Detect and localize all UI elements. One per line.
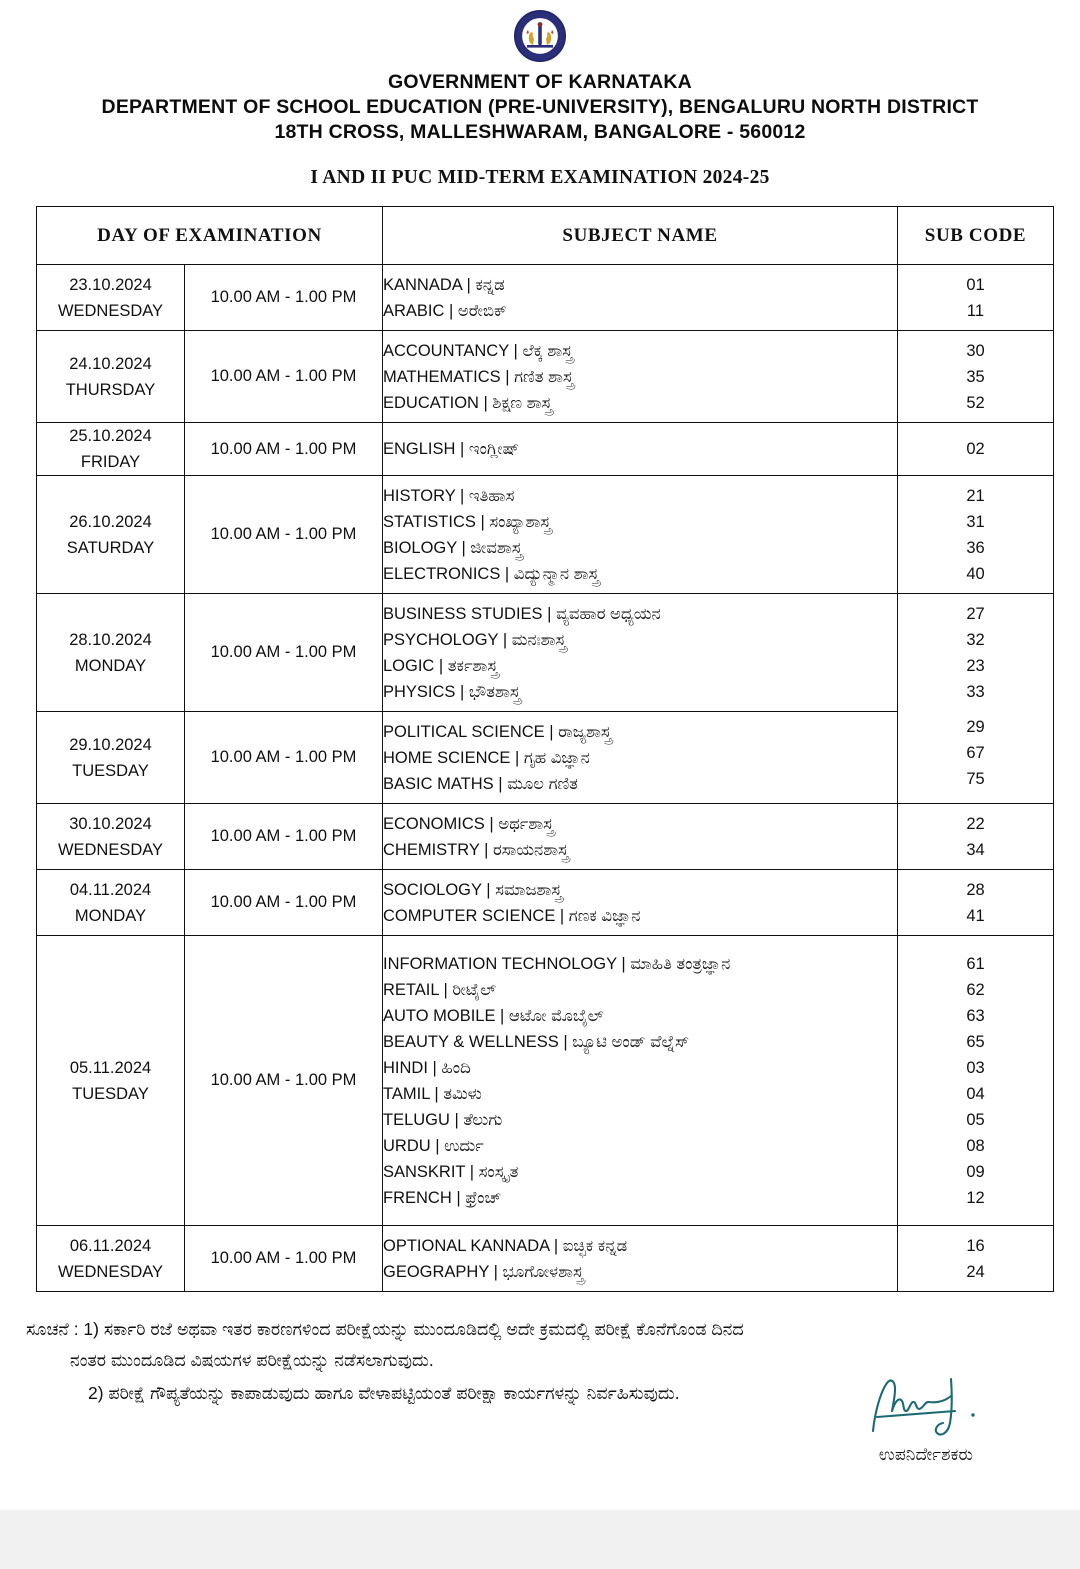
subject-name: CHEMISTRY | ರಸಾಯನಶಾಸ್ತ್ರ	[383, 840, 569, 859]
subject-code: 67	[966, 743, 985, 762]
cell-subject-codes	[898, 870, 1054, 936]
exam-schedule-table-container	[36, 206, 1053, 1292]
exam-date: 06.11.2024	[69, 1236, 152, 1255]
subject-code: 28	[966, 880, 985, 899]
subject-name: BEAUTY & WELLNESS | ಬ್ಯೂಟಿ ಅಂಡ್ ವೆಲ್ನೆಸ್	[383, 1032, 690, 1051]
note-line-1: ಸೂಚನೆ : 1) ಸರ್ಕಾರಿ ರಜೆ ಅಥವಾ ಇತರ ಕಾರಣಗಳಿಂದ ಪರೀಕ್ಷೆಯನ್ನು ಮುಂದೂಡಿದಲ್ಲಿ ಅದೇ ಕ್ರಮದಲ್ಲಿ ಪರೀಕ್ಷೆ ಕೊನೆಗೊಂಡ ದಿನದ	[26, 1319, 744, 1339]
cell-exam-date	[37, 476, 185, 594]
exam-weekday: TUESDAY	[72, 761, 149, 780]
table-row	[37, 936, 1054, 1226]
cell-exam-time: 10.00 AM - 1.00 PM	[185, 476, 383, 594]
cell-subject-names	[383, 804, 898, 870]
cell-exam-date	[37, 712, 185, 804]
org-name-line: GOVERNMENT OF KARNATAKA	[388, 71, 692, 93]
handwritten-signature-icon	[851, 1371, 1001, 1443]
cell-subject-names	[383, 936, 898, 1226]
subject-name: GEOGRAPHY | ಭೂಗೋಳಶಾಸ್ತ್ರ	[383, 1262, 584, 1281]
cell-exam-time: 10.00 AM - 1.00 PM	[185, 1226, 383, 1292]
subject-code: 41	[966, 906, 985, 925]
subject-code: 31	[966, 512, 985, 531]
exam-date: 24.10.2024	[69, 354, 152, 373]
exam-weekday: SATURDAY	[66, 538, 155, 557]
subject-name: PSYCHOLOGY | ಮನಃಶಾಸ್ತ್ರ	[383, 630, 567, 649]
address-line: 18TH CROSS, MALLESHWARAM, BANGALORE - 560012	[274, 121, 806, 143]
subject-code: 65	[966, 1032, 985, 1051]
cell-subject-codes	[898, 1226, 1054, 1292]
cell-exam-date	[37, 423, 185, 476]
subject-code: 75	[966, 769, 985, 788]
subject-code: 40	[966, 564, 985, 583]
exam-date: 29.10.2024	[69, 735, 152, 754]
subject-code: 01	[966, 275, 985, 294]
subject-name: TAMIL | ತಮಿಳು	[383, 1084, 482, 1103]
exam-weekday: TUESDAY	[72, 1084, 149, 1103]
department-line: DEPARTMENT OF SCHOOL EDUCATION (PRE-UNIVERSITY), BENGALURU NORTH DISTRICT	[101, 96, 979, 118]
table-row	[37, 1226, 1054, 1292]
cell-exam-time: 10.00 AM - 1.00 PM	[185, 265, 383, 331]
cell-subject-codes	[898, 594, 1054, 712]
subject-name: HOME SCIENCE | ಗೃಹ ವಿಜ್ಞಾನ	[383, 748, 590, 767]
subject-code: 52	[966, 393, 985, 412]
subject-name: PHYSICS | ಭೌತಶಾಸ್ತ್ರ	[383, 682, 521, 701]
subject-code: 08	[966, 1136, 985, 1155]
cell-subject-codes	[898, 936, 1054, 1226]
exam-weekday: WEDNESDAY	[57, 840, 164, 859]
subject-name: COMPUTER SCIENCE | ಗಣಕ ವಿಜ್ಞಾನ	[383, 906, 641, 925]
document-header	[0, 0, 1080, 189]
subject-name: ACCOUNTANCY | ಲೆಕ್ಕ ಶಾಸ್ತ್ರ	[383, 341, 573, 360]
subject-code: 30	[966, 341, 985, 360]
exam-weekday: WEDNESDAY	[57, 301, 164, 320]
subject-code: 35	[966, 367, 985, 386]
exam-date: 30.10.2024	[69, 814, 152, 833]
table-row	[37, 712, 1054, 804]
cell-exam-time: 10.00 AM - 1.00 PM	[185, 870, 383, 936]
subject-name: SOCIOLOGY | ಸಮಾಜಶಾಸ್ತ್ರ	[383, 880, 563, 899]
subject-name: STATISTICS | ಸಂಖ್ಯಾಶಾಸ್ತ್ರ	[383, 512, 552, 531]
subject-code: 29	[966, 717, 985, 736]
cell-exam-date	[37, 331, 185, 423]
subject-code: 23	[966, 656, 985, 675]
table-row	[37, 265, 1054, 331]
table-row	[37, 594, 1054, 712]
subject-name: AUTO MOBILE | ಆಟೋ ಮೊಬೈಲ್	[383, 1006, 604, 1025]
cell-exam-time: 10.00 AM - 1.00 PM	[185, 936, 383, 1226]
subject-name: MATHEMATICS | ಗಣಿತ ಶಾಸ್ತ್ರ	[383, 367, 574, 386]
subject-code: 27	[966, 604, 985, 623]
subject-name: HINDI | ಹಿಂದಿ	[383, 1058, 471, 1077]
table-body	[37, 265, 1054, 1292]
subject-code: 16	[966, 1236, 985, 1255]
cell-exam-time: 10.00 AM - 1.00 PM	[185, 331, 383, 423]
subject-code: 34	[966, 840, 985, 859]
subject-code: 33	[966, 682, 985, 701]
cell-subject-names	[383, 712, 898, 804]
table-row	[37, 476, 1054, 594]
subject-code: 61	[966, 954, 985, 973]
subject-code: 04	[966, 1084, 985, 1103]
subject-code: 02	[966, 440, 985, 458]
cell-subject-names	[383, 476, 898, 594]
subject-name: ENGLISH | ಇಂಗ್ಲೀಷ್	[383, 440, 520, 458]
subject-name: BUSINESS STUDIES | ವ್ಯವಹಾರ ಅಧ್ಯಯನ	[383, 604, 661, 623]
cell-subject-codes	[898, 423, 1054, 476]
karnataka-state-emblem-icon	[514, 10, 566, 62]
subject-code: 05	[966, 1110, 985, 1129]
subject-code: 24	[966, 1262, 985, 1281]
cell-subject-codes	[898, 476, 1054, 594]
exam-weekday: FRIDAY	[80, 453, 141, 471]
subject-code: 36	[966, 538, 985, 557]
column-header-subcode: SUB CODE	[898, 207, 1054, 265]
subject-name: OPTIONAL KANNADA | ಐಚ್ಛಿಕ ಕನ್ನಡ	[383, 1236, 628, 1255]
cell-subject-names	[383, 265, 898, 331]
exam-date: 04.11.2024	[69, 880, 152, 899]
cell-exam-date	[37, 804, 185, 870]
exam-date: 26.10.2024	[69, 512, 152, 531]
page-bottom-margin-band	[0, 1510, 1080, 1569]
cell-subject-names	[383, 594, 898, 712]
exam-weekday: MONDAY	[74, 656, 147, 675]
cell-subject-codes	[898, 707, 1054, 799]
subject-name: SANSKRIT | ಸಂಸ್ಕೃತ	[383, 1162, 519, 1181]
signature-caption: ಉಪನಿರ್ದೇಶಕರು	[878, 1445, 974, 1464]
subject-code: 11	[966, 301, 985, 320]
cell-exam-date	[37, 265, 185, 331]
cell-exam-time: 10.00 AM - 1.00 PM	[185, 804, 383, 870]
exam-title: I AND II PUC MID-TERM EXAMINATION 2024-25	[310, 167, 770, 188]
cell-exam-date	[37, 936, 185, 1226]
subject-code: 12	[966, 1188, 985, 1207]
column-header-day: DAY OF EXAMINATION	[37, 207, 383, 265]
subject-name: FRENCH | ಫ್ರೆಂಚ್	[383, 1188, 502, 1207]
column-header-subject: SUBJECT NAME	[383, 207, 898, 265]
subject-name: LOGIC | ತರ್ಕಶಾಸ್ತ್ರ	[383, 656, 499, 675]
cell-exam-time: 10.00 AM - 1.00 PM	[185, 594, 383, 712]
exam-weekday: WEDNESDAY	[57, 1262, 164, 1281]
cell-subject-names	[383, 870, 898, 936]
cell-exam-date	[37, 1226, 185, 1292]
subject-code: 09	[966, 1162, 985, 1181]
note-line-3: 2) ಪರೀಕ್ಷೆ ಗೌಪ್ಯತೆಯನ್ನು ಕಾಪಾಡುವುದು ಹಾಗೂ ವೇಳಾಪಟ್ಟಿಯಂತೆ ಪರೀಕ್ಷಾ ಕಾರ್ಯಗಳನ್ನು ನಿರ್ವಹಿಸುವುದು.	[88, 1383, 680, 1403]
cell-exam-date	[37, 870, 185, 936]
subject-name: BASIC MATHS | ಮೂಲ ಗಣಿತ	[383, 774, 578, 793]
subject-name: EDUCATION | ಶಿಕ್ಷಣ ಶಾಸ್ತ್ರ	[383, 393, 553, 412]
subject-name: ECONOMICS | ಅರ್ಥಶಾಸ್ತ್ರ	[383, 814, 554, 833]
cell-subject-codes	[898, 331, 1054, 423]
exam-date: 05.11.2024	[69, 1058, 152, 1077]
subject-code: 32	[966, 630, 985, 649]
table-row	[37, 804, 1054, 870]
exam-date: 25.10.2024	[69, 427, 152, 445]
subject-name: BIOLOGY | ಜೀವಶಾಸ್ತ್ರ	[383, 538, 523, 557]
cell-exam-date	[37, 594, 185, 712]
subject-code: 22	[966, 814, 985, 833]
table-row	[37, 423, 1054, 476]
cell-subject-names	[383, 1226, 898, 1292]
subject-code: 63	[966, 1006, 985, 1025]
subject-name: POLITICAL SCIENCE | ರಾಜ್ಯಶಾಸ್ತ್ರ	[383, 722, 612, 741]
subject-code: 62	[966, 980, 985, 999]
note-line-2: ನಂತರ ಮುಂದೂಡಿದ ವಿಷಯಗಳ ಪರೀಕ್ಷೆಯನ್ನು ನಡೆಸಲಾಗುವುದು.	[70, 1350, 434, 1370]
cell-exam-time: 10.00 AM - 1.00 PM	[185, 423, 383, 476]
cell-subject-codes	[898, 804, 1054, 870]
subject-name: ELECTRONICS | ವಿದ್ಯುನ್ಮಾನ ಶಾಸ್ತ್ರ	[383, 564, 600, 583]
cell-subject-codes	[898, 265, 1054, 331]
table-row	[37, 331, 1054, 423]
cell-subject-names	[383, 423, 898, 476]
subject-name: KANNADA | ಕನ್ನಡ	[383, 275, 505, 294]
exam-date: 23.10.2024	[69, 275, 152, 294]
subject-name: ARABIC | ಅರೇಬಿಕ್	[383, 301, 507, 320]
subject-name: URDU | ಉರ್ದು	[383, 1136, 484, 1155]
exam-weekday: THURSDAY	[65, 380, 156, 399]
exam-date: 28.10.2024	[69, 630, 152, 649]
signature-block	[816, 1371, 1036, 1465]
subject-name: INFORMATION TECHNOLOGY | ಮಾಹಿತಿ ತಂತ್ರಜ್ಞಾನ	[383, 954, 731, 973]
table-row	[37, 870, 1054, 936]
subject-code: 03	[966, 1058, 985, 1077]
table-header-row	[37, 207, 1054, 265]
subject-name: HISTORY | ಇತಿಹಾಸ	[383, 486, 515, 505]
subject-name: TELUGU | ತೆಲುಗು	[383, 1110, 503, 1129]
exam-weekday: MONDAY	[74, 906, 147, 925]
exam-schedule-table	[36, 206, 1054, 1292]
subject-name: RETAIL | ರೀಟೈಲ್	[383, 980, 497, 999]
cell-subject-names	[383, 331, 898, 423]
subject-code: 21	[966, 486, 985, 505]
cell-exam-time: 10.00 AM - 1.00 PM	[185, 712, 383, 804]
